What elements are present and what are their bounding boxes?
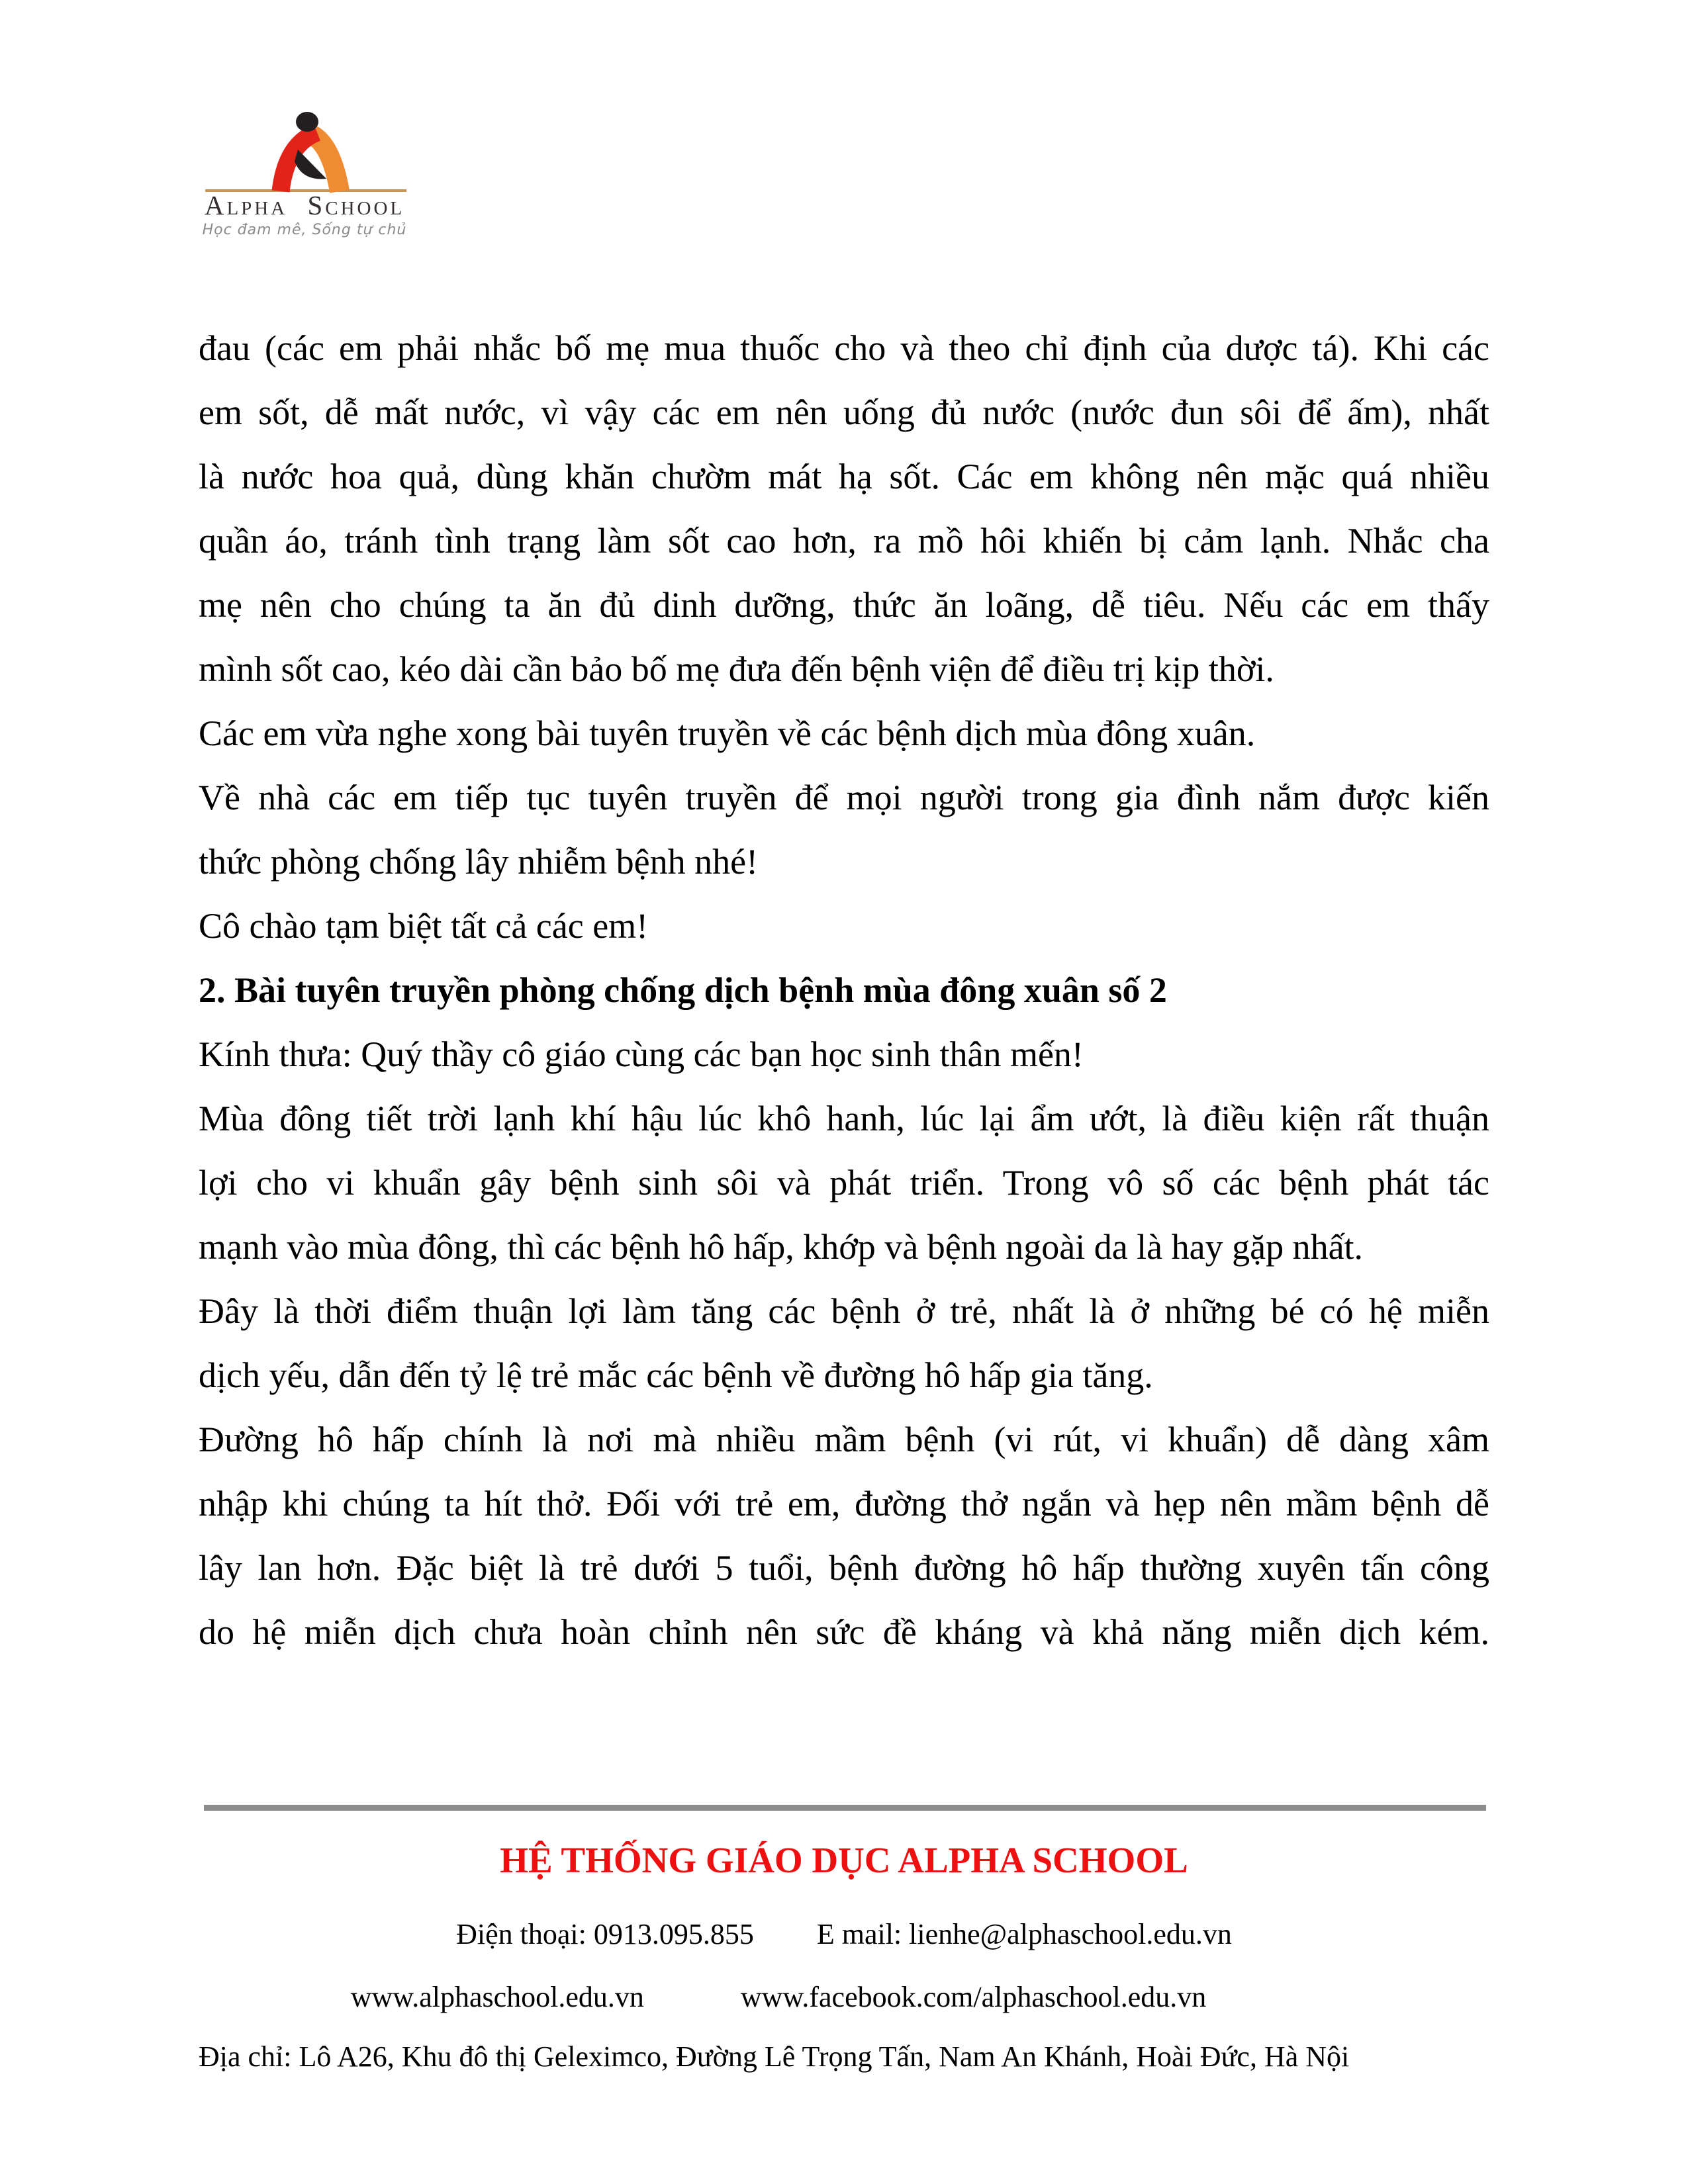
footer-facebook: www.facebook.com/alphaschool.edu.vn — [740, 1981, 1207, 2013]
footer-email: E mail: lienhe@alphaschool.edu.vn — [816, 1918, 1232, 1950]
body-line: mẹ nên cho chúng ta ăn đủ dinh dưỡng, thức ăn loãng, dễ tiêu. Nếu các em thấy — [199, 585, 1489, 625]
footer-org-name: HỆ THỐNG GIÁO DỤC ALPHA SCHOOL — [500, 1840, 1188, 1880]
logo-arch-orange — [312, 135, 340, 191]
footer-divider — [204, 1805, 1486, 1811]
body-line: em sốt, dễ mất nước, vì vậy các em nên uống đủ nước (nước đun sôi để ấm), nhất — [199, 392, 1489, 432]
body-line: lợi cho vi khuẩn gây bệnh sinh sôi và phát triển. Trong vô số các bệnh phát tác — [199, 1163, 1489, 1203]
document-body — [199, 316, 1489, 1664]
body-line: lây lan hơn. Đặc biệt là trẻ dưới 5 tuổi, bệnh đường hô hấp thường xuyên tấn công — [199, 1548, 1489, 1588]
body-line: Kính thưa: Quý thầy cô giáo cùng các bạn học sinh thân mến! — [199, 1034, 1084, 1074]
body-line: Mùa đông tiết trời lạnh khí hậu lúc khô hanh, lúc lại ẩm ướt, là điều kiện rất thuận — [199, 1099, 1489, 1138]
body-line: mạnh vào mùa đông, thì các bệnh hô hấp, khớp và bệnh ngoài da là hay gặp nhất. — [199, 1227, 1364, 1267]
body-line: thức phòng chống lây nhiễm bệnh nhé! — [199, 842, 759, 882]
footer-contact-row — [199, 1915, 1489, 1954]
logo-head-dot — [296, 112, 318, 132]
logo-tagline: Học đam mê, Sống tự chủ — [202, 222, 407, 238]
section-heading: 2. Bài tuyên truyền phòng chống dịch bệnh mùa đông xuân số 2 — [199, 970, 1167, 1010]
body-line: dịch yếu, dẫn đến tỷ lệ trẻ mắc các bệnh về đường hô hấp gia tăng. — [199, 1355, 1153, 1395]
body-line: Các em vừa nghe xong bài tuyên truyền về các bệnh dịch mùa đông xuân. — [199, 713, 1256, 753]
body-line: do hệ miễn dịch chưa hoàn chỉnh nên sức đề kháng và khả năng miễn dịch kém. — [199, 1612, 1489, 1652]
body-line: đau (các em phải nhắc bố mẹ mua thuốc cho và theo chỉ định của dược tá). Khi các — [199, 328, 1489, 368]
body-line: quần áo, tránh tình trạng làm sốt cao hơn, ra mồ hôi khiến bị cảm lạnh. Nhắc cha — [199, 521, 1489, 561]
body-line: Đường hô hấp chính là nơi mà nhiều mầm bệnh (vi rút, vi khuẩn) dễ dàng xâm — [199, 1420, 1489, 1459]
footer-address: Địa chỉ: Lô A26, Khu đô thị Geleximco, Đường Lê Trọng Tấn, Nam An Khánh, Hoài Đức, Hà Nội — [199, 2040, 1350, 2073]
logo-wordmark: Alpha School — [204, 190, 405, 220]
footer-website: www.alphaschool.edu.vn — [350, 1981, 644, 2013]
footer-web-row — [199, 1978, 1489, 2017]
body-line: mình sốt cao, kéo dài cần bảo bố mẹ đưa đến bệnh viện để điều trị kịp thời. — [199, 649, 1274, 689]
body-line: Đây là thời điểm thuận lợi làm tăng các bệnh ở trẻ, nhất là ở những bé có hệ miễn — [199, 1291, 1489, 1331]
body-line: nhập khi chúng ta hít thở. Đối với trẻ em, đường thở ngắn và hẹp nên mầm bệnh dễ — [199, 1484, 1489, 1524]
body-line: Về nhà các em tiếp tục tuyên truyền để mọi người trong gia đình nắm được kiến — [199, 778, 1489, 817]
footer-phone: Điện thoại: 0913.095.855 — [456, 1918, 754, 1950]
alpha-school-logo — [199, 98, 410, 257]
body-line: Cô chào tạm biệt tất cả các em! — [199, 906, 649, 946]
body-line: là nước hoa quả, dùng khăn chườm mát hạ sốt. Các em không nên mặc quá nhiều — [199, 457, 1489, 496]
